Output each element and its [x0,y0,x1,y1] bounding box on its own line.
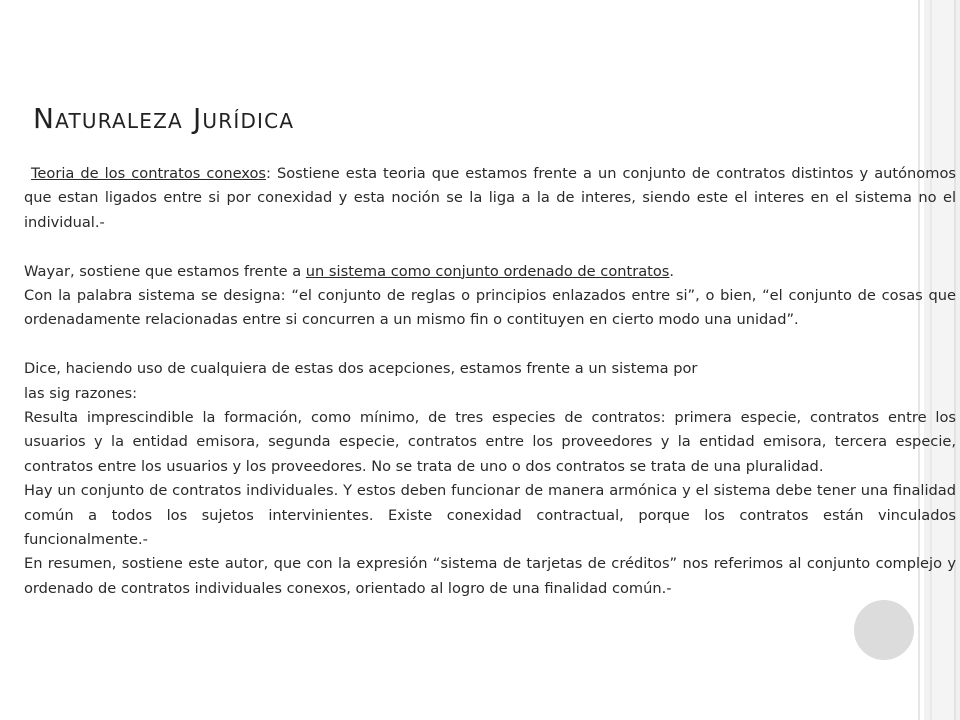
paragraph-summary: En resumen, sostiene este autor, que con la expresión “sistema de tarjetas de créditos” nos referimos al conjunto complejo y ordenado de contratos individuales conexos, orientado al logro de una finalidad común.- [24,555,956,597]
paragraph-wayar [24,260,956,284]
theory-text: : Sostiene esta teoria que estamos frente a un conjunto de contratos distintos y autónomos que estan ligados entre si por conexidad y esta noción se la liga a la de interes, siendo este el interes en el sistema no el individual.- [24,165,956,231]
decorative-circle [854,600,914,660]
slide-body [24,162,956,601]
paragraph-theory [24,162,956,235]
theory-term: Teoria de los contratos conexos [31,165,267,182]
wayar-text-after: . [669,262,675,280]
paragraph-individual-contracts: Hay un conjunto de contratos individuales. Y estos deben funcionar de manera armónica y el sistema debe tener una finalidad común a todos los sujetos intervinientes. Existe conexidad contractual, porque los contratos están vinculados funcionalmente.- [24,482,956,549]
paragraph-species: Resulta imprescindible la formación, como mínimo, de tres especies de contratos: primera especie, contratos entre los usuarios y la entidad emisora, segunda especie, contratos entre los proveedores y la entidad emisora, tercera especie, contratos entre los usuarios y los proveedores. No se trata de uno o dos contratos se trata de una pluralidad. [24,409,956,475]
paragraph-definition: Con la palabra sistema se designa: “el conjunto de reglas o principios enlazados entre si”, o bien, “el conjunto de cosas que ordenadamente relacionadas entre si concurren a un mismo fin o contituyen en cierto modo una unidad”. [24,287,956,329]
spacer [24,333,956,357]
paragraph-reasons-intro-b: las sig razones: [24,384,138,402]
wayar-text-before: Wayar, sostiene que estamos frente a [24,262,306,280]
paragraph-reasons-intro-a: Dice, haciendo uso de cualquiera de estas dos acepciones, estamos frente a un sistema por [24,360,698,378]
wayar-term: un sistema como conjunto ordenado de contratos [305,262,670,280]
spacer [24,235,956,259]
slide-title: Naturaleza Jurídica [33,102,295,135]
